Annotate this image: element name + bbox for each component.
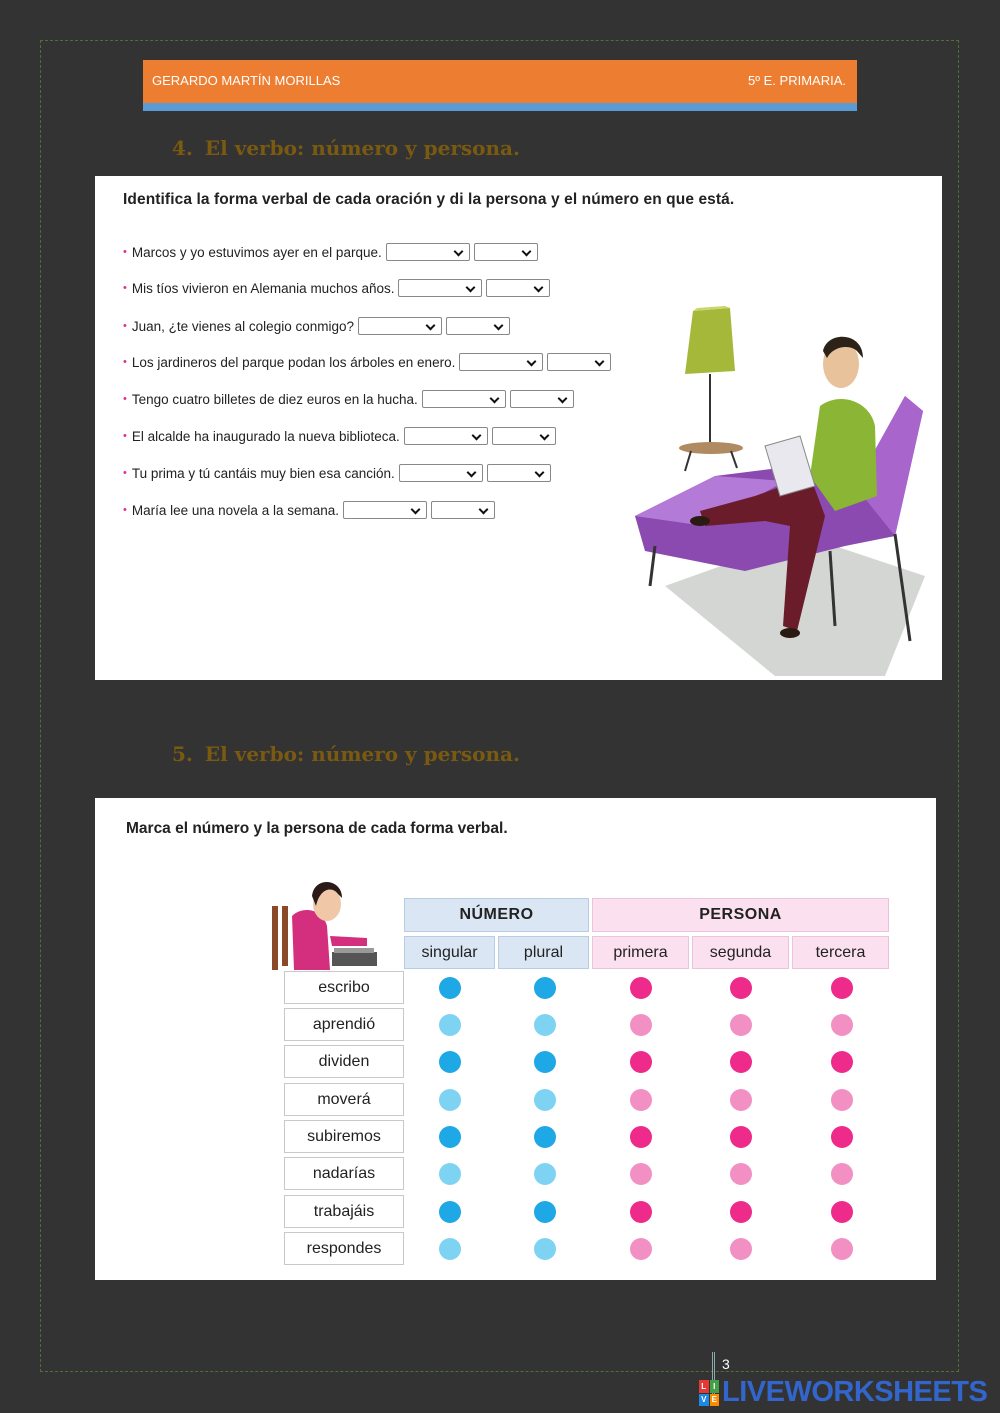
section-5-number: 5. [172,742,193,766]
answer-dot-aprendió-singular[interactable] [439,1014,461,1036]
answer-dot-aprendió-tercera[interactable] [831,1014,853,1036]
column-header-singular: singular [404,936,495,969]
bullet-icon: • [123,246,127,258]
answer-dot-aprendió-primera[interactable] [630,1014,652,1036]
answer-dot-aprendió-segunda[interactable] [730,1014,752,1036]
bullet-icon: • [123,320,127,332]
answer-dot-trabajáis-tercera[interactable] [831,1201,853,1223]
answer-dot-dividen-plural[interactable] [534,1051,556,1073]
exercise-5-panel [95,798,936,1280]
exercise-4-panel [95,176,942,680]
verb-form-select[interactable] [404,427,488,445]
person-number-select[interactable] [431,501,495,519]
answer-dot-respondes-segunda[interactable] [730,1238,752,1260]
answer-dot-trabajáis-singular[interactable] [439,1201,461,1223]
logo-letter: E [710,1394,720,1407]
answer-dot-dividen-primera[interactable] [630,1051,652,1073]
section-4-title [172,136,520,160]
answer-dot-nadarías-singular[interactable] [439,1163,461,1185]
bullet-icon: • [123,467,127,479]
answer-dot-moverá-primera[interactable] [630,1089,652,1111]
sentence-text: Marcos y yo estuvimos ayer en el parque. [131,244,382,260]
bullet-icon: • [123,430,127,442]
section-4-title-text: El verbo: número y persona. [204,136,520,160]
verb-word: respondes [284,1232,404,1265]
answer-dot-subiremos-plural[interactable] [534,1126,556,1148]
answer-dot-respondes-singular[interactable] [439,1238,461,1260]
column-header-tercera: tercera [792,936,889,969]
verb-word: dividen [284,1045,404,1078]
sentence-row [123,278,550,298]
logo-letter: I [710,1380,720,1393]
verb-form-select[interactable] [398,279,482,297]
section-5-title-text: El verbo: número y persona. [204,742,520,766]
answer-dot-trabajáis-primera[interactable] [630,1201,652,1223]
answer-dot-moverá-tercera[interactable] [831,1089,853,1111]
column-header-segunda: segunda [692,936,789,969]
grade-label: 5º E. PRIMARIA. [748,73,846,88]
verb-word: escribo [284,971,404,1004]
verb-word: aprendió [284,1008,404,1041]
verb-form-select[interactable] [386,243,470,261]
answer-dot-escribo-segunda[interactable] [730,977,752,999]
person-number-select[interactable] [487,464,551,482]
verb-form-select[interactable] [358,317,442,335]
answer-dot-escribo-tercera[interactable] [831,977,853,999]
person-number-select[interactable] [486,279,550,297]
sentence-text: Tu prima y tú cantáis muy bien esa canción. [131,465,395,481]
verb-form-select[interactable] [459,353,543,371]
bullet-icon: • [123,356,127,368]
answer-dot-aprendió-plural[interactable] [534,1014,556,1036]
logo-letter: V [699,1394,709,1407]
answer-dot-moverá-plural[interactable] [534,1089,556,1111]
answer-dot-dividen-singular[interactable] [439,1051,461,1073]
answer-dot-moverá-singular[interactable] [439,1089,461,1111]
numero-group-header: NÚMERO [404,898,589,932]
exercise-4-instruction: Identifica la forma verbal de cada oración y di la persona y el número en que está. [123,191,735,208]
person-number-select[interactable] [474,243,538,261]
answer-dot-nadarías-tercera[interactable] [831,1163,853,1185]
verb-word: nadarías [284,1157,404,1190]
answer-dot-respondes-tercera[interactable] [831,1238,853,1260]
person-number-select[interactable] [492,427,556,445]
answer-dot-dividen-segunda[interactable] [730,1051,752,1073]
answer-dot-subiremos-segunda[interactable] [730,1126,752,1148]
reading-man-illustration [605,296,935,676]
answer-dot-nadarías-primera[interactable] [630,1163,652,1185]
liveworksheets-brand: LIVEWORKSHEETS [722,1376,988,1408]
author-name: GERARDO MARTÍN MORILLAS [152,73,341,88]
answer-dot-trabajáis-segunda[interactable] [730,1201,752,1223]
answer-dot-nadarías-segunda[interactable] [730,1163,752,1185]
sentence-text: Tengo cuatro billetes de diez euros en la hucha. [131,391,418,407]
answer-dot-respondes-primera[interactable] [630,1238,652,1260]
answer-dot-nadarías-plural[interactable] [534,1163,556,1185]
verb-word: moverá [284,1083,404,1116]
sentence-text: Juan, ¿te vienes al colegio conmigo? [131,318,354,334]
bullet-icon: • [123,393,127,405]
liveworksheets-logo-icon [699,1380,719,1406]
column-header-primera: primera [592,936,689,969]
verb-word: subiremos [284,1120,404,1153]
logo-letter: L [699,1380,709,1393]
answer-dot-trabajáis-plural[interactable] [534,1201,556,1223]
answer-dot-moverá-segunda[interactable] [730,1089,752,1111]
header-bar [143,60,857,103]
bullet-icon: • [123,504,127,516]
sentence-text: María lee una novela a la semana. [131,502,339,518]
answer-dot-subiremos-primera[interactable] [630,1126,652,1148]
answer-dot-escribo-primera[interactable] [630,977,652,999]
section-4-number: 4. [172,136,193,160]
answer-dot-subiremos-singular[interactable] [439,1126,461,1148]
answer-dot-escribo-singular[interactable] [439,977,461,999]
sentence-row [123,352,611,372]
verb-word: trabajáis [284,1195,404,1228]
bullet-icon: • [123,282,127,294]
verb-form-select[interactable] [422,390,506,408]
sentence-row [123,316,510,336]
sentence-row [123,389,574,409]
sentence-text: Los jardineros del parque podan los árboles en enero. [131,354,456,370]
girl-typing-illustration [272,876,377,970]
answer-dot-respondes-plural[interactable] [534,1238,556,1260]
persona-group-header: PERSONA [592,898,889,932]
section-5-title [172,742,520,766]
exercise-5-instruction: Marca el número y la persona de cada forma verbal. [126,820,508,837]
person-number-select[interactable] [547,353,611,371]
sentence-text: Mis tíos vivieron en Alemania muchos años. [131,280,395,296]
sentence-row [123,242,538,262]
header-underline [143,103,857,111]
sentence-text: El alcalde ha inaugurado la nueva biblioteca. [131,428,400,444]
answer-dot-subiremos-tercera[interactable] [831,1126,853,1148]
page-number: 3 [722,1356,730,1372]
column-header-plural: plural [498,936,589,969]
answer-dot-dividen-tercera[interactable] [831,1051,853,1073]
person-number-select[interactable] [510,390,574,408]
person-number-select[interactable] [446,317,510,335]
answer-dot-escribo-plural[interactable] [534,977,556,999]
sentence-row [123,463,551,483]
sentence-row [123,500,495,520]
verb-form-select[interactable] [399,464,483,482]
sentence-row [123,426,556,446]
verb-form-select[interactable] [343,501,427,519]
